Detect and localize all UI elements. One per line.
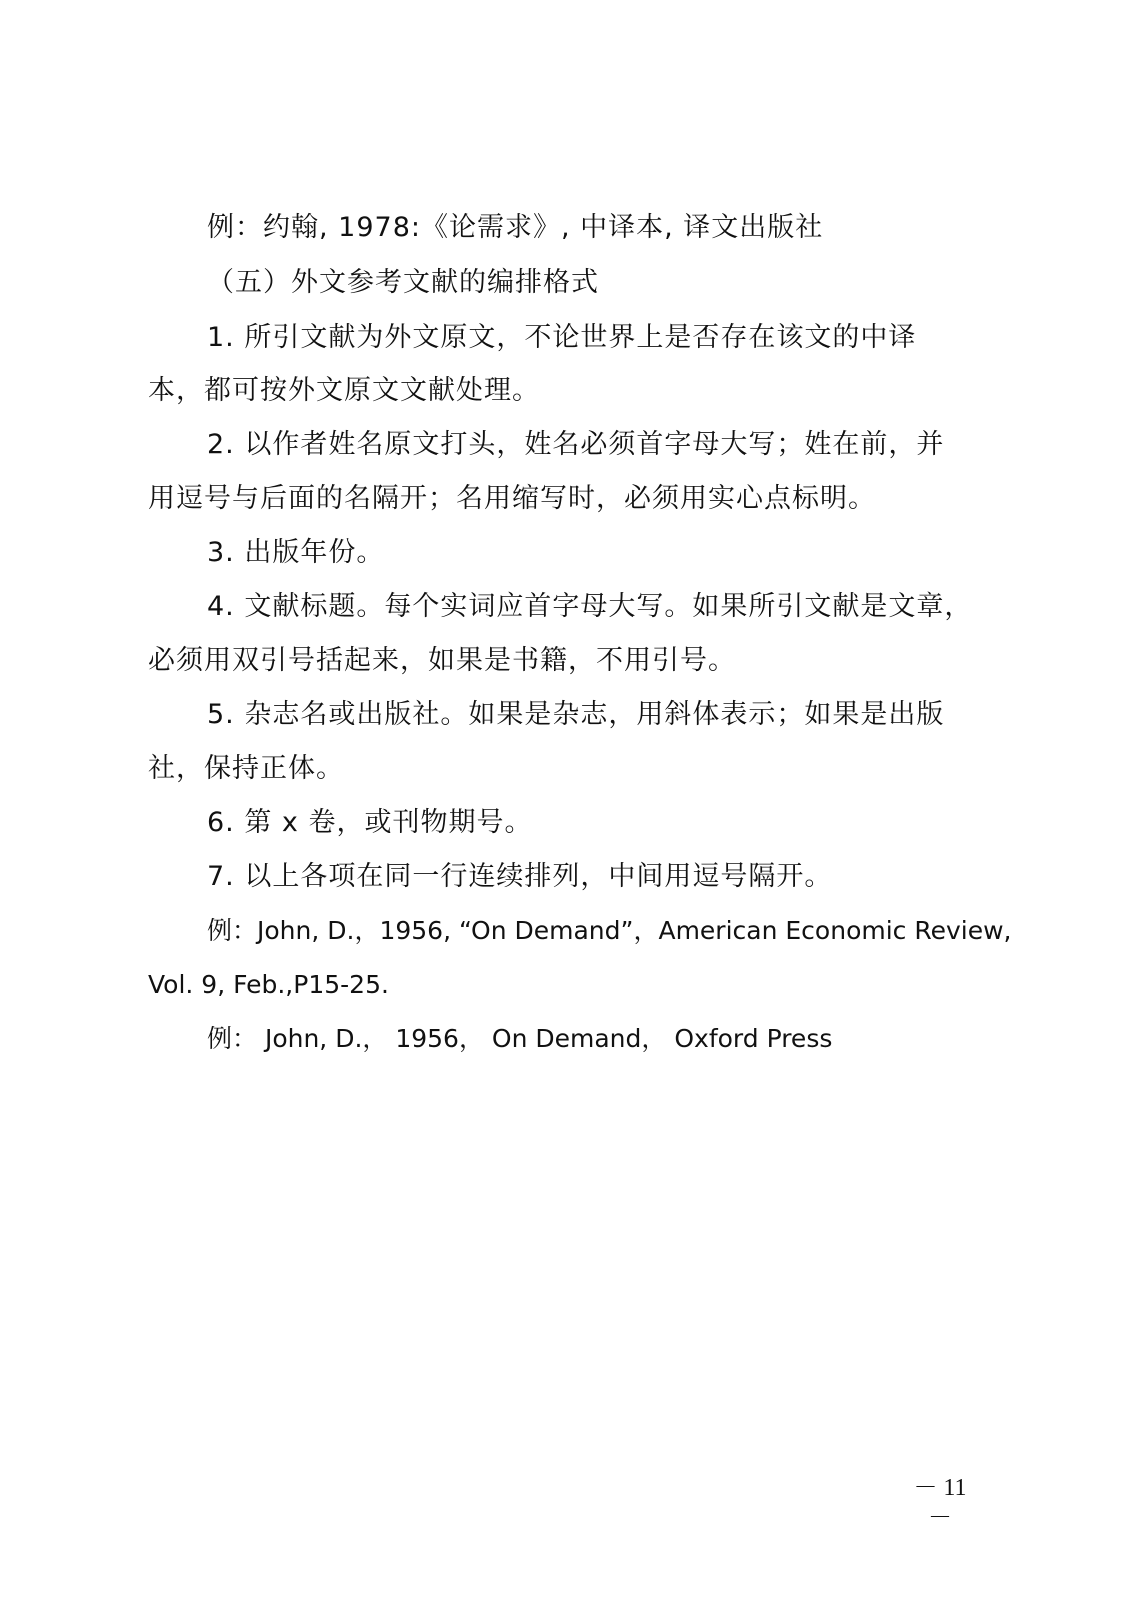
page-number: － 11 －: [913, 1475, 967, 1531]
section-heading: （五）外文参考文献的编排格式: [207, 267, 599, 298]
paragraph-5-line-2: 社，保持正体。: [148, 753, 344, 784]
english-example-line-3: 例： John, D.， 1956， On Demand， Oxford Press: [207, 1024, 833, 1053]
paragraph-4-line-2: 必须用双引号括起来，如果是书籍，不用引号。: [148, 645, 736, 676]
paragraph-2-line-1: 2. 以作者姓名原文打头，姓名必须首字母大写；姓在前，并: [207, 429, 945, 460]
example-line-1: 例：约翰, 1978:《论需求》, 中译本, 译文出版社: [207, 212, 824, 243]
english-example-line-1: 例：John, D.，1956, “On Demand”，American Economic Review,: [207, 916, 1012, 945]
paragraph-5-line-1: 5. 杂志名或出版社。如果是杂志，用斜体表示；如果是出版: [207, 699, 945, 730]
paragraph-1-line-1: 1. 所引文献为外文原文，不论世界上是否存在该文的中译: [207, 322, 917, 353]
paragraph-3: 3. 出版年份。: [207, 537, 385, 568]
paragraph-2-line-2: 用逗号与后面的名隔开；名用缩写时，必须用实心点标明。: [148, 483, 876, 514]
paragraph-4-line-1: 4. 文献标题。每个实词应首字母大写。如果所引文献是文章，: [207, 591, 973, 622]
paragraph-7: 7. 以上各项在同一行连续排列，中间用逗号隔开。: [207, 861, 833, 892]
english-example-line-2: Vol. 9, Feb.,P15-25.: [148, 970, 389, 999]
paragraph-1-line-2: 本，都可按外文原文文献处理。: [148, 375, 540, 406]
paragraph-6: 6. 第 x 卷，或刊物期号。: [207, 807, 533, 838]
